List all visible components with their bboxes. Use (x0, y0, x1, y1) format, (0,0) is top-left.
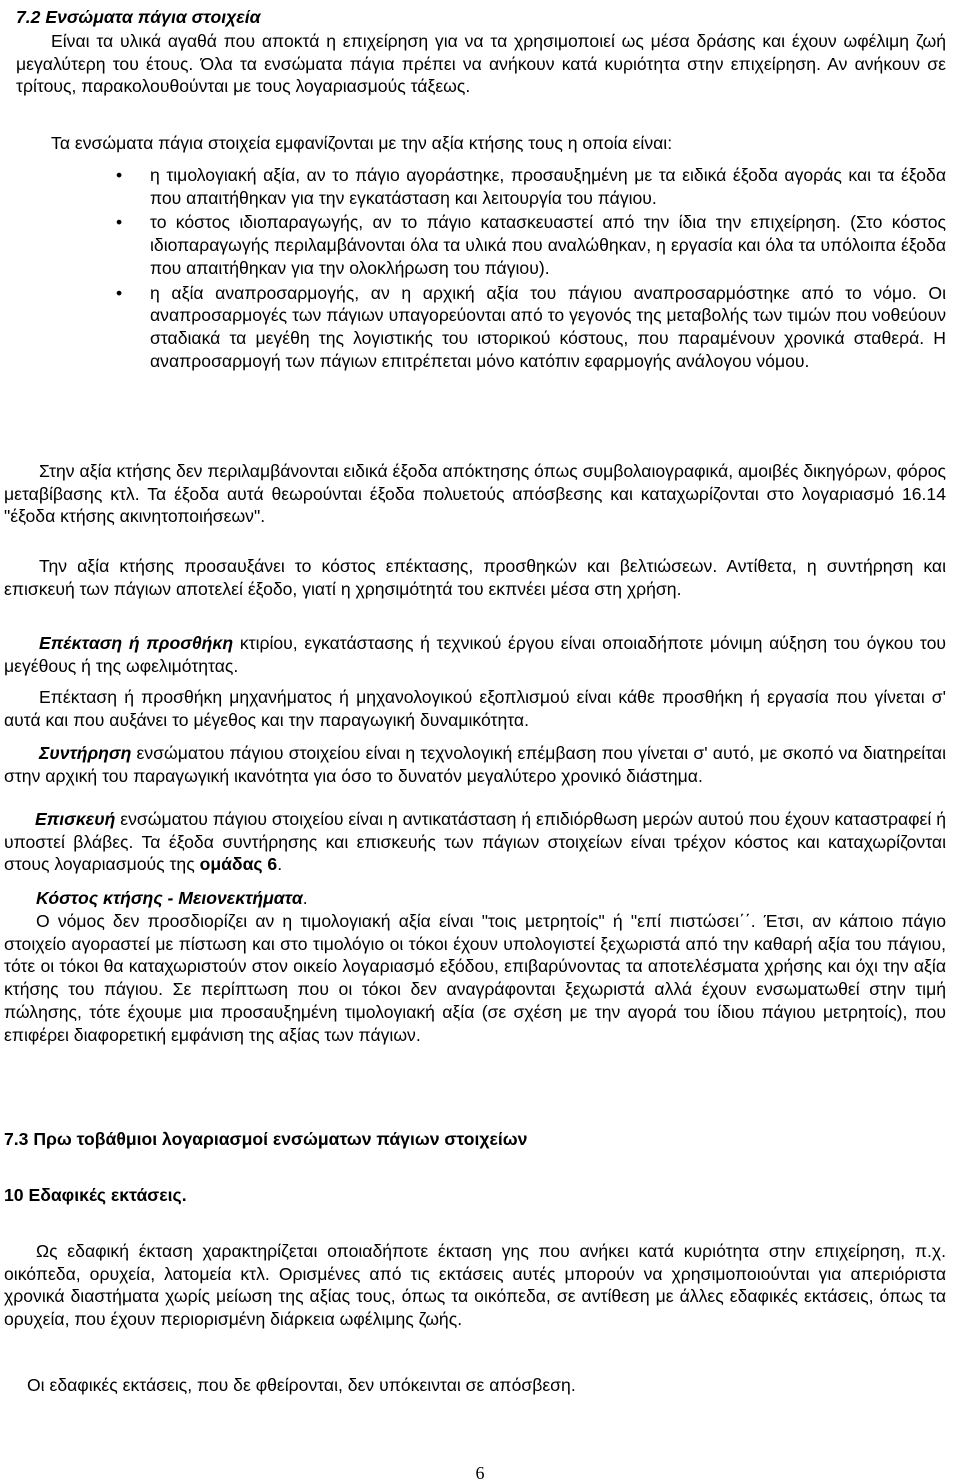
cost-heading (36, 887, 946, 910)
cost-heading-end: . (302, 888, 308, 908)
valuation-lead: Τα ενσώματα πάγια στοιχεία εμφανίζονται με την αξία κτήσης τους η οποία είναι: (51, 133, 673, 153)
extension-text: κτιρίου, εγκατάστασης ή τεχνικού έργου είναι οποιαδήποτε μόνιμη αύξηση του όγκου του μεγέθους ή της ωφελιμότητας. (4, 633, 947, 676)
bullet-icon: • (116, 212, 123, 233)
cost-heading-text: Κόστος κτήσης - Μειονεκτήματα (36, 888, 303, 908)
repair-text: ενσώματου πάγιου στοιχείου είναι η αντικατάσταση ή επιδιόρθωση μερών αυτού που έχουν καταστραφεί ή υποστεί βλάβες. Τα έξοδα συντήρησης και επισκευής των πάγιων στοιχείων είναι τρέχον κόστος και καταχωρίζονται στους λογαριασμούς της (4, 809, 946, 875)
list-item-text: η αξία αναπροσαρμογής, αν η αρχική αξία του πάγιου αναπροσαρμόστηκε από το νόμο. Οι αναπροσαρμογές των πάγιων υπαγορεύονται από το γεγονός της μεταβολής των τιμών που νοθεύουν σταδιακά τα μεγέθη της λογιστικής του ιστορικού κόστους, που παραμένουν χρονικά σταθερά. Η αναπροσαρμογή των πάγιων επιτρέπεται μόνο κατόπιν εφαρμογής ανάλογου νόμου. (150, 282, 946, 371)
valuation-list (116, 164, 946, 372)
acquisition-costs-paragraph: Στην αξία κτήσης δεν περιλαμβάνονται ειδικά έξοδα απόκτησης όπως συμβολαιογραφικά, αμοιβές δικηγόρων, φόρος μεταβίβασης κτλ. Τα έξοδα αυτά θεωρούνται έξοδα πολυετούς απόσβεσης και καταχωρίζονται στο λογαριασμό 16.14 "έξοδα κτήσης ακινητοποιήσεων". (4, 461, 946, 527)
maintenance-term: Συντήρηση (39, 743, 132, 763)
list-item-text: το κόστος ιδιοπαραγωγής, αν το πάγιο κατασκευαστεί από την ίδια την επιχείρηση. (Στο κόστος ιδιοπαραγωγής περιλαμβάνονται όλα τα υλικά που αναλώθηκαν, η εργασία και όλα τα υπόλοιπα έξοδα που απαιτήθηκαν για την ολοκλήρωση του πάγιου). (150, 212, 946, 278)
cost-paragraph: Ο νόμος δεν προσδιορίζει αν η τιμολογιακή αξία είναι "τοις μετρητοίς" ή "επί πιστώσει΄΄. Έτσι, αν κάποιο πάγιο στοιχείο αγοραστεί με πίστωση και στο τιμολόγιο οι τόκοι έχουν υπολογιστεί ξεχωριστά από την καθαρή αξία του πάγιου, τότε οι τόκοι θα καταχωριστούν στον οικείο λογαριασμό εξόδου, επιβαρύνοντας τα αποτελέσματα χρήσης και όχι την αξία κτήσης του πάγιου. Σε περίπτωση που οι τόκοι δεν αναγράφονται ξεχωριστά αλλά έχουν ενσωματωθεί στην τιμή πώλησης, τότε έχουμε μια προσαυξημένη τιμολογιακή αξία (σε σχέση με την αγορά του ίδιου πάγιου μετρητοίς), που επιφέρει διαφορετική εμφάνιση της αξίας των πάγιων. (4, 911, 946, 1045)
maintenance-text: ενσώματου πάγιου στοιχείου είναι η τεχνολογική επέμβαση που γίνεται σ' αυτό, με σκοπό να διατηρείται στην αρχική του παραγωγική ικανότητα για όσο το δυνατόν μεγαλύτερο χρονικό διάστημα. (4, 743, 946, 786)
no-depreciation-paragraph: Οι εδαφικές εκτάσεις, που δε φθείρονται, δεν υπόκεινται σε απόσβεση. (27, 1375, 576, 1395)
intro-paragraph: Είναι τα υλικά αγαθά που αποκτά η επιχείρηση για να τα χρησιμοποιεί ως μέσα δράσης και έχουν ωφέλιμη ζωή μεγαλύτερη του έτους. Όλα τα ενσώματα πάγια πρέπει να ανήκουν κατά κυριότητα στην επιχείρηση. Αν ανήκουν σε τρίτους, παρακολουθούνται με τους λογαριασμούς τάξεως. (16, 31, 946, 97)
bullet-icon: • (116, 165, 123, 185)
machine-extension-paragraph: Επέκταση ή προσθήκη μηχανήματος ή μηχανολογικού εξοπλισμού είναι κάθε προσθήκη ή εργασία που γίνεται σ' αυτά και που αυξάνει το μέγεθος και την παραγωγική δυναμικότητα. (4, 687, 946, 730)
section-heading-7-2: 7.2 Ενσώματα πάγια στοιχεία (16, 7, 261, 27)
section-heading-7-3: 7.3 Πρω τοβάθμιοι λογαριασμοί ενσώματων πάγιων στοιχείων (4, 1129, 528, 1149)
page-number: 6 (475, 1463, 485, 1483)
repair-end: . (277, 854, 283, 875)
repair-group: ομάδας 6 (199, 854, 278, 875)
repair-paragraph (4, 808, 946, 876)
increase-paragraph: Την αξία κτήσης προσαυξάνει το κόστος επέκτασης, προσθηκών και βελτιώσεων. Αντίθετα, η συντήρηση και επισκευή των πάγιων αποτελεί έξοδο, γιατί η χρησιμότητά του εκπνέει μέσα στη χρήση. (4, 556, 946, 599)
list-item (116, 164, 946, 209)
maintenance-paragraph (4, 742, 946, 787)
list-item (116, 211, 946, 279)
bullet-icon: • (116, 282, 123, 303)
list-item-text: η τιμολογιακή αξία, αν το πάγιο αγοράστηκε, προσαυξημένη με τα ειδικά έξοδα αγοράς και τα έξοδα που απαιτήθηκαν για την εγκατάσταση και λειτουργία του πάγιου. (150, 165, 946, 208)
account-10-heading: 10 Εδαφικές εκτάσεις. (4, 1185, 187, 1205)
account-10-paragraph: Ως εδαφική έκταση χαρακτηρίζεται οποιαδήποτε έκταση γης που ανήκει κατά κυριότητα στην επιχείρηση, π.χ. οικόπεδα, ορυχεία, λατομεία κτλ. Ορισμένες από τις εκτάσεις αυτές μπορούν να χρησιμοποιούνται για απεριόριστα χρονικά διαστήματα χωρίς μείωση της αξίας τους, όπως τα οικόπεδα, σε αντίθεση με άλλες εδαφικές εκτάσεις, όπως τα ορυχεία, που έχουν περιορισμένη διάρκεια ωφέλιμης ζωής. (4, 1241, 946, 1330)
repair-term: Επισκευή (35, 809, 116, 829)
extension-paragraph (4, 632, 946, 677)
list-item (116, 282, 946, 373)
extension-term: Επέκταση ή προσθήκη (39, 633, 234, 653)
